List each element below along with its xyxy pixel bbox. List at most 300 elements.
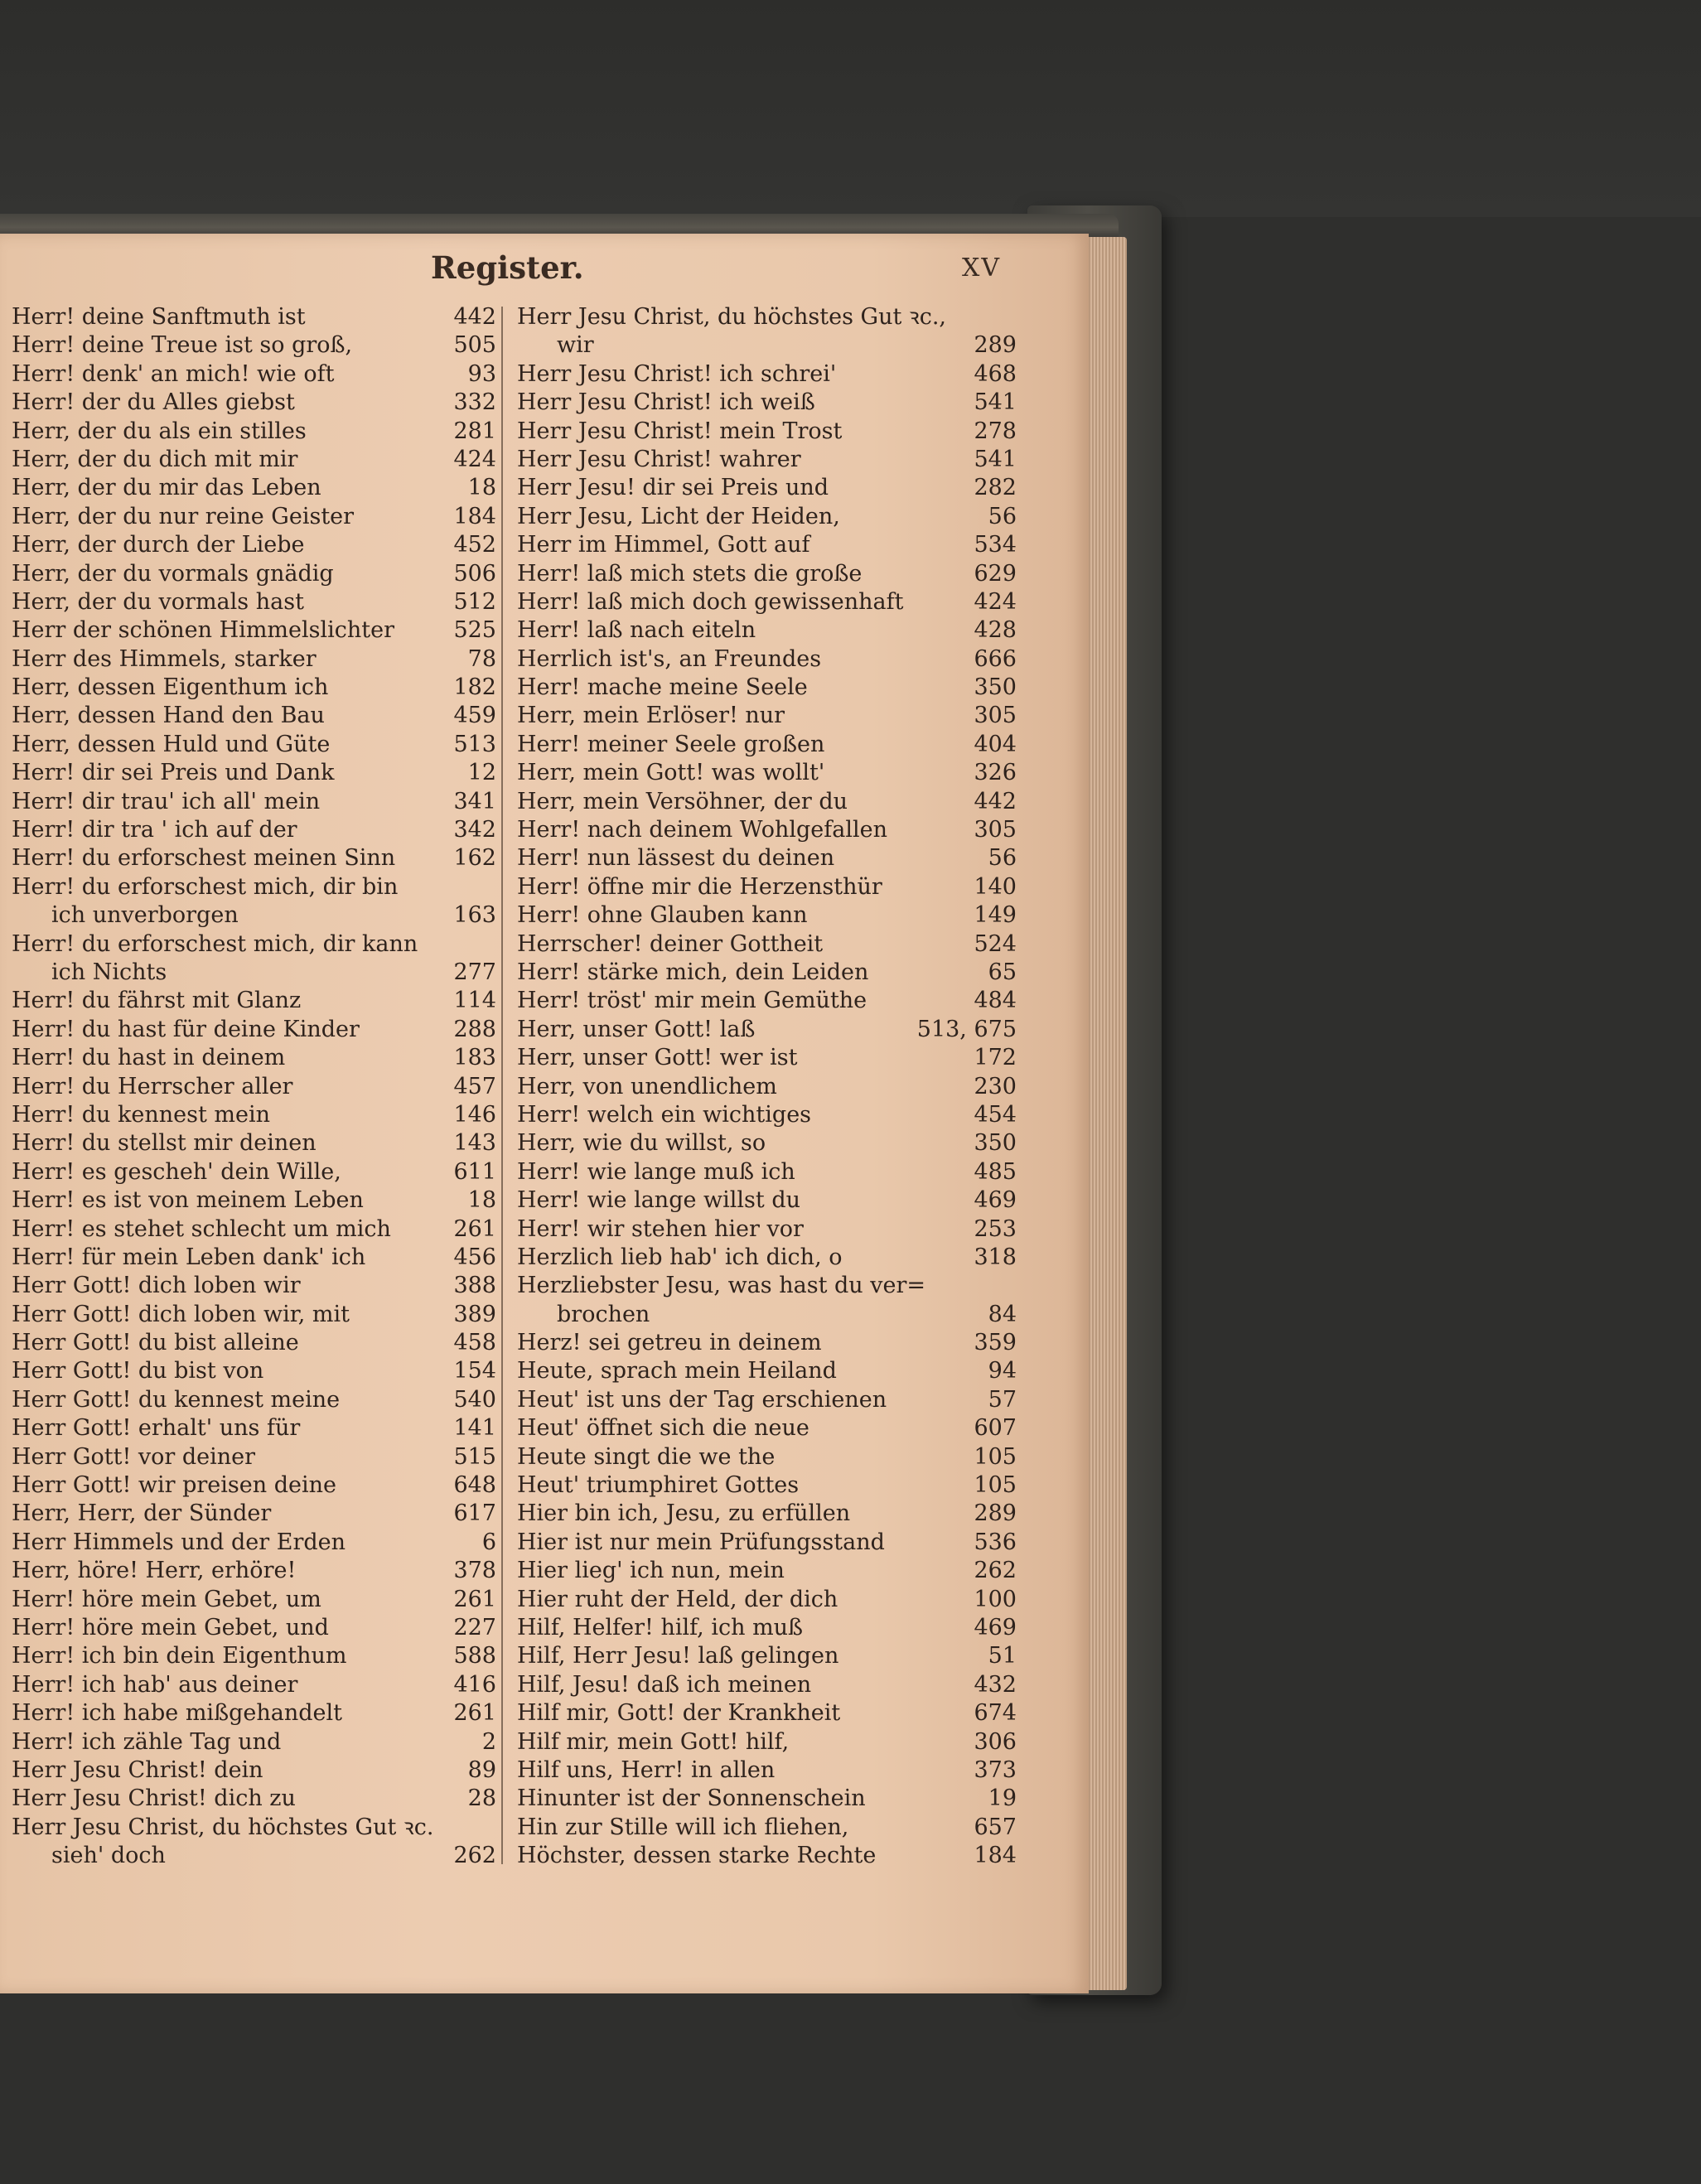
entry-page-number: 611	[453, 1158, 496, 1185]
entry-page-number: 281	[453, 418, 496, 444]
entry-text: Herr Gott! du bist von	[12, 1358, 264, 1384]
entry-page-number: 388	[453, 1273, 496, 1299]
entry-text: Herr Jesu Christ! ich weiß	[517, 389, 815, 416]
entry-text: Herr! ich bin dein Eigenthum	[12, 1643, 347, 1669]
index-entry	[12, 360, 496, 389]
index-entry	[12, 1671, 496, 1699]
entry-text: Herr! mache meine Seele	[517, 674, 808, 701]
index-entry	[12, 788, 496, 816]
index-entry	[12, 987, 496, 1015]
entry-page-number: 162	[453, 845, 496, 872]
index-entry	[517, 844, 1017, 872]
index-entry	[517, 389, 1017, 417]
page-number: XV	[961, 254, 1001, 283]
index-entry	[12, 959, 496, 987]
page-edges	[1087, 237, 1127, 1990]
index-entry	[517, 1785, 1017, 1813]
index-entry	[12, 759, 496, 787]
entry-text: Hier lieg' ich nun, mein	[517, 1558, 785, 1584]
index-entry	[517, 930, 1017, 959]
entry-text: Herr! laß mich stets die große	[517, 560, 863, 587]
entry-text: Herr! du erforschest meinen Sinn	[12, 845, 396, 872]
index-entry	[517, 331, 1017, 360]
entry-text: Herr, mein Erlöser! nur	[517, 703, 785, 729]
index-entry	[12, 1586, 496, 1614]
entry-text: Herr! für mein Leben dank' ich	[12, 1244, 366, 1270]
entry-text: Herr! es stehet schlecht um mich	[12, 1215, 391, 1242]
index-entry	[12, 588, 496, 616]
entry-page-number: 459	[453, 703, 496, 729]
entry-text: Herr, der du mir das Leben	[12, 475, 321, 501]
column-divider	[501, 307, 503, 1864]
index-entry	[517, 1500, 1017, 1528]
index-entry	[12, 1614, 496, 1642]
entry-page-number: 143	[453, 1130, 496, 1157]
entry-page-number: 506	[453, 560, 496, 587]
entry-page-number: 306	[974, 1728, 1017, 1755]
entry-page-number: 484	[974, 988, 1017, 1014]
entry-page-number: 18	[467, 475, 496, 501]
entry-text: Herr! höre mein Gebet, und	[12, 1614, 329, 1640]
entry-page-number: 378	[453, 1558, 496, 1584]
index-entry	[517, 303, 1002, 331]
index-entry	[12, 1756, 496, 1785]
entry-text: Herrscher! deiner Gottheit	[517, 930, 824, 957]
index-entry	[517, 616, 1017, 645]
index-entry	[517, 360, 1017, 389]
entry-text: Herr Jesu! dir sei Preis und	[517, 475, 829, 501]
entry-text: Heute singt die we the	[517, 1443, 776, 1470]
entry-text: Hier bin ich, Jesu, zu erfüllen	[517, 1500, 851, 1527]
entry-page-number: 674	[974, 1700, 1017, 1727]
entry-text: wir	[557, 332, 594, 359]
entry-page-number: 485	[974, 1158, 1017, 1185]
index-entry	[12, 1557, 496, 1585]
entry-page-number: 154	[453, 1358, 496, 1384]
entry-page-number: 359	[974, 1330, 1017, 1356]
entry-text: Herr der schönen Himmelslichter	[12, 617, 395, 644]
entry-page-number: 84	[988, 1301, 1017, 1327]
index-entry	[12, 1642, 496, 1670]
index-entry	[517, 1129, 1017, 1157]
index-entry	[12, 930, 496, 959]
entry-text: sieh' doch	[51, 1843, 166, 1869]
entry-page-number: 424	[974, 588, 1017, 615]
entry-page-number: 2	[481, 1728, 496, 1755]
entry-text: Herr Gott! erhalt' uns für	[12, 1415, 301, 1442]
entry-page-number: 454	[974, 1101, 1017, 1128]
entry-page-number: 184	[974, 1843, 1017, 1869]
entry-text: ich unverborgen	[51, 902, 239, 929]
entry-page-number: 515	[453, 1443, 496, 1470]
entry-page-number: 442	[974, 788, 1017, 814]
entry-page-number: 536	[974, 1529, 1017, 1555]
entry-text: Herz! sei getreu in deinem	[517, 1330, 822, 1356]
entry-text: Herr Jesu Christ! dein	[12, 1756, 263, 1783]
index-entry	[12, 702, 496, 730]
entry-text: Herr, Herr, der Sünder	[12, 1500, 272, 1527]
entry-page-number: 326	[974, 760, 1017, 786]
index-entry	[12, 1101, 496, 1129]
index-entry	[12, 503, 496, 531]
index-entry	[12, 645, 496, 674]
entry-page-number: 12	[467, 760, 496, 786]
entry-text: Herrlich ist's, an Freundes	[517, 645, 822, 672]
index-entry	[517, 873, 1017, 901]
index-entry	[517, 1586, 1017, 1614]
entry-page-number: 141	[453, 1415, 496, 1442]
index-entry	[517, 731, 1017, 759]
index-entry	[12, 674, 496, 702]
entry-text: Heut' ist uns der Tag erschienen	[517, 1386, 887, 1413]
index-entry	[517, 674, 1017, 702]
entry-text: Herr! ich zähle Tag und	[12, 1728, 282, 1755]
index-entry	[517, 1158, 1017, 1186]
entry-text: Hilf mir, mein Gott! hilf,	[517, 1728, 790, 1755]
entry-page-number: 262	[974, 1558, 1017, 1584]
index-entry	[517, 1329, 1017, 1357]
entry-page-number: 183	[453, 1045, 496, 1071]
index-entry	[517, 759, 1017, 787]
index-entry	[517, 1186, 1017, 1215]
entry-page-number: 350	[974, 1130, 1017, 1157]
index-entry	[517, 816, 1017, 844]
entry-text: Heut' triumphiret Gottes	[517, 1472, 800, 1499]
index-entry	[517, 1642, 1017, 1670]
entry-text: Herr! deine Sanftmuth ist	[12, 304, 306, 330]
entry-text: Herr! dir trau' ich all' mein	[12, 788, 321, 814]
entry-text: Herr, der durch der Liebe	[12, 532, 305, 558]
index-entry	[517, 1073, 1017, 1101]
entry-page-number: 140	[974, 873, 1017, 900]
entry-text: Heute, sprach mein Heiland	[517, 1358, 837, 1384]
entry-text: Herr, höre! Herr, erhöre!	[12, 1558, 297, 1584]
index-entry	[12, 303, 496, 331]
right-column	[517, 303, 1017, 1870]
index-entry	[12, 1529, 496, 1557]
entry-page-number: 28	[467, 1785, 496, 1812]
index-entry	[12, 873, 496, 901]
index-entry	[12, 1272, 496, 1300]
index-entry	[12, 418, 496, 446]
entry-text: Herr! du hast für deine Kinder	[12, 1016, 360, 1042]
index-entry	[517, 1814, 1017, 1842]
entry-text: Herr Gott! du bist alleine	[12, 1330, 299, 1356]
entry-text: Herr Jesu Christ! ich schrei'	[517, 360, 837, 387]
entry-page-number: 512	[453, 588, 496, 615]
entry-text: Herr, mein Gott! was wollt'	[517, 760, 825, 786]
entry-text: Herr! öffne mir die Herzensthür	[517, 873, 882, 900]
entry-page-number: 424	[453, 446, 496, 472]
entry-text: Herr Himmels und der Erden	[12, 1529, 346, 1555]
entry-text: Hilf, Helfer! hilf, ich muß	[517, 1614, 804, 1640]
entry-page-number: 513, 675	[916, 1016, 1017, 1042]
index-entry	[517, 959, 1017, 987]
index-entry	[517, 1842, 1017, 1870]
index-entry	[517, 446, 1017, 474]
index-entry	[12, 1785, 496, 1813]
entry-text: Herr im Himmel, Gott auf	[517, 532, 810, 558]
index-entry	[12, 1301, 496, 1329]
index-entry	[517, 1357, 1017, 1385]
entry-page-number: 657	[974, 1814, 1017, 1840]
index-entry	[12, 1158, 496, 1186]
index-entry	[517, 503, 1017, 531]
entry-text: Herr! wir stehen hier vor	[517, 1215, 804, 1242]
entry-text: Herr, von unendlichem	[517, 1073, 777, 1099]
entry-text: Herr Jesu Christ, du höchstes Gut ꝛc.,	[517, 304, 947, 330]
entry-text: Herr, mein Versöhner, der du	[517, 788, 848, 814]
entry-text: Herr, der du nur reine Geister	[12, 503, 355, 529]
entry-text: Herr, wie du willst, so	[517, 1130, 766, 1157]
entry-page-number: 588	[453, 1643, 496, 1669]
entry-page-number: 541	[974, 389, 1017, 416]
entry-text: Herr! höre mein Gebet, um	[12, 1586, 321, 1612]
index-entry	[12, 560, 496, 588]
entry-page-number: 648	[453, 1472, 496, 1499]
entry-page-number: 277	[453, 959, 496, 985]
entry-page-number: 469	[974, 1187, 1017, 1214]
entry-page-number: 163	[453, 902, 496, 929]
index-entry	[12, 1073, 496, 1101]
entry-page-number: 318	[974, 1244, 1017, 1270]
index-entry	[12, 1044, 496, 1072]
dark-background	[0, 0, 1701, 217]
entry-page-number: 442	[453, 304, 496, 330]
index-entry	[12, 616, 496, 645]
entry-page-number: 341	[453, 788, 496, 814]
entry-text: Herr, unser Gott! wer ist	[517, 1045, 798, 1071]
entry-text: Heut' öffnet sich die neue	[517, 1415, 809, 1442]
index-entry	[12, 1500, 496, 1528]
entry-page-number: 282	[974, 475, 1017, 501]
entry-text: Herr, der du als ein stilles	[12, 418, 307, 444]
index-entry	[517, 1244, 1017, 1272]
index-entry	[12, 731, 496, 759]
entry-text: Herzliebster Jesu, was hast du ver=	[517, 1273, 926, 1299]
entry-page-number: 149	[974, 902, 1017, 929]
entry-text: Hilf uns, Herr! in allen	[517, 1756, 776, 1783]
entry-page-number: 332	[453, 389, 496, 416]
entry-text: Herr Gott! wir preisen deine	[12, 1472, 336, 1499]
entry-page-number: 458	[453, 1330, 496, 1356]
index-entry	[517, 531, 1017, 559]
entry-page-number: 65	[988, 959, 1017, 985]
index-entry	[517, 901, 1017, 930]
entry-page-number: 184	[453, 503, 496, 529]
entry-page-number: 350	[974, 674, 1017, 701]
index-entry	[517, 1756, 1017, 1785]
entry-page-number: 607	[974, 1415, 1017, 1442]
index-entry	[517, 1101, 1017, 1129]
index-entry	[517, 1557, 1017, 1585]
entry-page-number: 389	[453, 1301, 496, 1327]
index-entry	[517, 1272, 1002, 1300]
index-entry	[517, 1301, 1017, 1329]
index-entry	[517, 1044, 1017, 1072]
entry-text: Herr! ich hab' aus deiner	[12, 1671, 298, 1698]
entry-text: Herr Gott! dich loben wir, mit	[12, 1301, 350, 1327]
entry-page-number: 629	[974, 560, 1017, 587]
entry-text: brochen	[557, 1301, 650, 1327]
entry-text: Herr! nun lässest du deinen	[517, 845, 835, 872]
entry-text: Herr! du erforschest mich, dir bin	[12, 873, 399, 900]
index-entry	[517, 1529, 1017, 1557]
entry-page-number: 452	[453, 532, 496, 558]
entry-page-number: 261	[453, 1700, 496, 1727]
entry-text: Herr! laß mich doch gewissenhaft	[517, 588, 904, 615]
index-entry	[12, 1129, 496, 1157]
index-entry	[517, 588, 1017, 616]
entry-page-number: 230	[974, 1073, 1017, 1099]
entry-text: Herr! du hast in deinem	[12, 1045, 286, 1071]
entry-text: Herr, der du vormals hast	[12, 588, 304, 615]
index-entry	[517, 1699, 1017, 1727]
entry-text: Herr, dessen Hand den Bau	[12, 703, 325, 729]
entry-text: Herr! wie lange muß ich	[517, 1158, 795, 1185]
entry-text: Herr, der du vormals gnädig	[12, 560, 334, 587]
entry-page-number: 18	[467, 1187, 496, 1214]
entry-page-number: 19	[988, 1785, 1017, 1812]
entry-text: Herr Gott! dich loben wir	[12, 1273, 301, 1299]
index-entry	[517, 1614, 1017, 1642]
entry-text: Herr! meiner Seele großen	[517, 731, 825, 757]
entry-text: Herr Jesu Christ! wahrer	[517, 446, 801, 472]
entry-text: Hier ruht der Held, der dich	[517, 1586, 838, 1612]
entry-page-number: 114	[453, 988, 496, 1014]
entry-text: Höchster, dessen starke Rechte	[517, 1843, 877, 1869]
entry-text: Herr des Himmels, starker	[12, 645, 317, 672]
entry-text: Herr! dir sei Preis und Dank	[12, 760, 335, 786]
entry-text: Hilf mir, Gott! der Krankheit	[517, 1700, 841, 1727]
entry-page-number: 89	[467, 1756, 496, 1783]
index-entry	[517, 474, 1017, 502]
index-entry	[12, 474, 496, 502]
entry-text: Herr Jesu Christ! dich zu	[12, 1785, 296, 1812]
entry-page-number: 432	[974, 1671, 1017, 1698]
index-entry	[12, 1728, 496, 1756]
entry-page-number: 505	[453, 332, 496, 359]
entry-text: Herr! nach deinem Wohlgefallen	[517, 817, 887, 843]
entry-text: Herr! du Herrscher aller	[12, 1073, 293, 1099]
entry-text: Herr Jesu Christ, du höchstes Gut ꝛc.	[12, 1814, 434, 1840]
entry-text: Herr! du stellst mir deinen	[12, 1130, 317, 1157]
entry-page-number: 261	[453, 1586, 496, 1612]
entry-page-number: 278	[974, 418, 1017, 444]
entry-page-number: 93	[467, 360, 496, 387]
entry-page-number: 617	[453, 1500, 496, 1527]
index-entry	[517, 1443, 1017, 1471]
entry-page-number: 534	[974, 532, 1017, 558]
entry-page-number: 78	[467, 645, 496, 672]
index-entry	[12, 389, 496, 417]
index-entry	[517, 1386, 1017, 1414]
entry-text: Herr! du kennest mein	[12, 1101, 271, 1128]
entry-page-number: 105	[974, 1443, 1017, 1470]
entry-text: Herr! tröst' mir mein Gemüthe	[517, 988, 867, 1014]
entry-page-number: 261	[453, 1215, 496, 1242]
index-entry	[517, 645, 1017, 674]
entry-page-number: 6	[481, 1529, 496, 1555]
entry-text: Herr Gott! vor deiner	[12, 1443, 256, 1470]
page-title: Register.	[431, 249, 584, 286]
entry-text: Herr! welch ein wichtiges	[517, 1101, 812, 1128]
entry-text: Herr! stärke mich, dein Leiden	[517, 959, 869, 985]
entry-page-number: 416	[453, 1671, 496, 1698]
entry-page-number: 456	[453, 1244, 496, 1270]
entry-text: Herr! es ist von meinem Leben	[12, 1187, 364, 1214]
entry-text: Herr, unser Gott! laß	[517, 1016, 756, 1042]
entry-text: Herzlich lieb hab' ich dich, o	[517, 1244, 843, 1270]
entry-text: Herr, der du dich mit mir	[12, 446, 298, 472]
left-column	[12, 303, 496, 1870]
entry-page-number: 262	[453, 1843, 496, 1869]
entry-text: Herr, dessen Eigenthum ich	[12, 674, 329, 701]
entry-page-number: 457	[453, 1073, 496, 1099]
entry-page-number: 253	[974, 1215, 1017, 1242]
index-entry	[517, 1728, 1017, 1756]
entry-text: Herr Jesu Christ! mein Trost	[517, 418, 843, 444]
entry-text: Herr! denk' an mich! wie oft	[12, 360, 335, 387]
index-entry	[12, 1814, 496, 1842]
entry-page-number: 288	[453, 1016, 496, 1042]
entry-page-number: 94	[988, 1358, 1017, 1384]
entry-page-number: 524	[974, 930, 1017, 957]
index-entry	[517, 1671, 1017, 1699]
index-entry	[12, 1386, 496, 1414]
entry-text: Herr! laß nach eiteln	[517, 617, 756, 644]
entry-text: Herr Gott! du kennest meine	[12, 1386, 341, 1413]
entry-text: Hinunter ist der Sonnenschein	[517, 1785, 866, 1812]
index-entry	[12, 1699, 496, 1727]
entry-text: Herr! es gescheh' dein Wille,	[12, 1158, 341, 1185]
index-entry	[517, 560, 1017, 588]
entry-text: Hilf, Herr Jesu! laß gelingen	[517, 1643, 839, 1669]
entry-page-number: 227	[453, 1614, 496, 1640]
index-entry	[12, 1471, 496, 1500]
entry-text: Herr! wie lange willst du	[517, 1187, 801, 1214]
entry-text: Herr! deine Treue ist so groß,	[12, 332, 353, 359]
entry-page-number: 51	[988, 1643, 1017, 1669]
entry-page-number: 666	[974, 645, 1017, 672]
entry-text: Herr! du erforschest mich, dir kann	[12, 930, 418, 957]
entry-text: Hin zur Stille will ich fliehen,	[517, 1814, 849, 1840]
index-entry	[517, 1016, 1017, 1044]
index-entry	[517, 418, 1017, 446]
entry-page-number: 305	[974, 817, 1017, 843]
entry-page-number: 525	[453, 617, 496, 644]
index-entry	[12, 1357, 496, 1385]
entry-page-number: 56	[988, 845, 1017, 872]
entry-page-number: 172	[974, 1045, 1017, 1071]
entry-text: Hilf, Jesu! daß ich meinen	[517, 1671, 812, 1698]
index-entry	[517, 702, 1017, 730]
index-entry	[12, 816, 496, 844]
entry-page-number: 56	[988, 503, 1017, 529]
index-entry	[12, 1443, 496, 1471]
index-entry	[517, 1414, 1017, 1442]
entry-page-number: 541	[974, 446, 1017, 472]
index-entry	[12, 1842, 496, 1870]
index-entry	[517, 987, 1017, 1015]
entry-page-number: 57	[988, 1386, 1017, 1413]
entry-text: Herr Jesu, Licht der Heiden,	[517, 503, 840, 529]
entry-page-number: 469	[974, 1614, 1017, 1640]
entry-page-number: 540	[453, 1386, 496, 1413]
entry-text: Herr! der du Alles giebst	[12, 389, 295, 416]
entry-text: Hier ist nur mein Prüfungsstand	[517, 1529, 885, 1555]
index-entry	[12, 1016, 496, 1044]
